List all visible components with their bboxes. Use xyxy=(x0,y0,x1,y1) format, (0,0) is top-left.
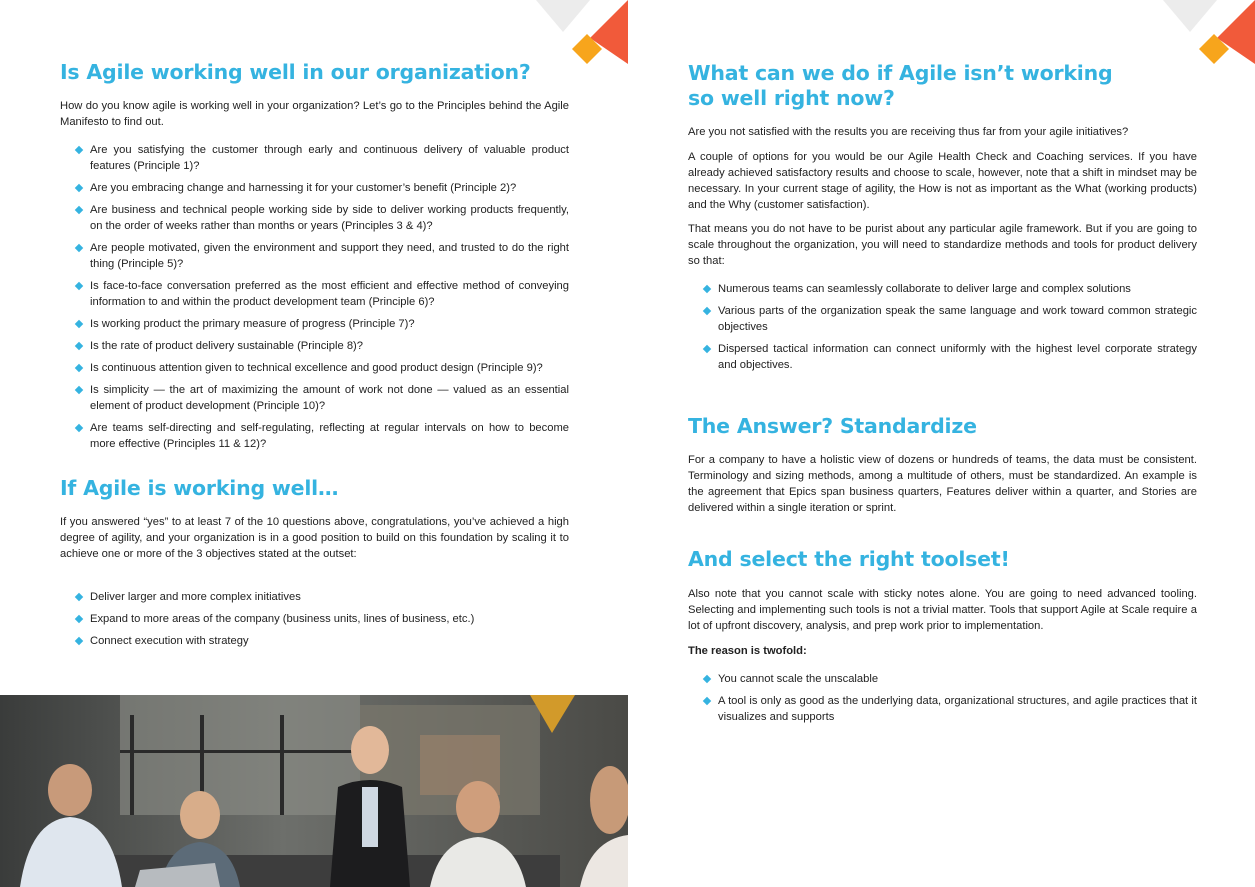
list-item: You cannot scale the unscalable xyxy=(688,671,1197,687)
reasons-list xyxy=(688,671,1197,731)
standardize-goals-list xyxy=(688,281,1197,379)
list-item: A tool is only as good as the underlying data, organizational structures, and agile practices that it visualizes and supports xyxy=(688,693,1197,725)
diamond-bullet-icon xyxy=(75,282,83,290)
list-item: Are people motivated, given the environment and support they need, and trusted to do the right thing (Principle 5)? xyxy=(60,240,569,272)
right-page xyxy=(628,0,1255,887)
list-item: Connect execution with strategy xyxy=(60,633,569,649)
list-item: Are you satisfying the customer through early and continuous delivery of valuable product features (Principle 1)? xyxy=(60,142,569,174)
section-heading-not-working: What can we do if Agile isn’t working so well right now? xyxy=(688,61,1113,110)
diamond-bullet-icon xyxy=(75,386,83,394)
list-item: Dispersed tactical information can connect uniformly with the highest level corporate strategy and objectives. xyxy=(688,341,1197,373)
diamond-bullet-icon xyxy=(75,342,83,350)
diamond-bullet-icon xyxy=(75,320,83,328)
list-item: Numerous teams can seamlessly collaborate to deliver large and complex solutions xyxy=(688,281,1197,297)
diamond-bullet-icon xyxy=(75,364,83,372)
list-item: Is continuous attention given to technical excellence and good product design (Principle 9)? xyxy=(60,360,569,376)
section-heading-toolset: And select the right toolset! xyxy=(688,547,1010,571)
objectives-list xyxy=(60,589,569,655)
diamond-bullet-icon xyxy=(703,675,711,683)
reason-label: The reason is twofold: xyxy=(688,645,807,657)
not-satisfied-paragraph: Are you not satisfied with the results you are receiving thus far from your agile initiatives? xyxy=(688,126,1129,138)
diamond-bullet-icon xyxy=(75,184,83,192)
diamond-bullet-icon xyxy=(75,637,83,645)
diamond-bullet-icon xyxy=(703,285,711,293)
diamond-bullet-icon xyxy=(75,593,83,601)
page-title: Is Agile working well in our organization? xyxy=(60,60,531,84)
toolset-paragraph: Also note that you cannot scale with sticky notes alone. You are going to need advanced tooling. Selecting and implementing such tools is not a trivial matter. Tools that support Agile at Scale require a lot of upfront discovery, analysis, and prep work prior to implementation. xyxy=(688,588,1197,632)
list-item: Deliver larger and more complex initiatives xyxy=(60,589,569,605)
list-item: Expand to more areas of the company (business units, lines of business, etc.) xyxy=(60,611,569,627)
intro-paragraph: How do you know agile is working well in your organization? Let’s go to the Principles behind the Agile Manifesto to find out. xyxy=(60,100,569,128)
team-meeting-photo xyxy=(0,695,628,887)
working-well-paragraph: If you answered “yes” to at least 7 of the 10 questions above, congratulations, you’ve achieved a high degree of agility, and your organization is in a good position to build on this foundation by scaling it to achieve one or more of the 3 objectives stated at the outset: xyxy=(60,516,569,560)
diamond-bullet-icon xyxy=(75,424,83,432)
list-item: Are you embracing change and harnessing it for your customer’s benefit (Principle 2)? xyxy=(60,180,569,196)
principle-questions-list xyxy=(60,142,569,458)
diamond-bullet-icon xyxy=(75,244,83,252)
framework-paragraph: That means you do not have to be purist about any particular agile framework. But if you are going to scale throughout the organization, you will need to standardize methods and tools for product delivery so that: xyxy=(688,223,1197,267)
diamond-bullet-icon xyxy=(703,345,711,353)
diamond-bullet-icon xyxy=(703,307,711,315)
section-heading-standardize: The Answer? Standardize xyxy=(688,414,977,438)
section-heading-working-well: If Agile is working well… xyxy=(60,476,339,500)
list-item: Is working product the primary measure of progress (Principle 7)? xyxy=(60,316,569,332)
standardize-paragraph: For a company to have a holistic view of dozens or hundreds of teams, the data must be consistent. Terminology and sizing methods, among a multitude of others, must be standardized. An example is the agreement that Epics span business quarters, Features deliver within a quarter, and Stories are delivered within a single iteration or sprint. xyxy=(688,454,1197,514)
list-item: Is the rate of product delivery sustainable (Principle 8)? xyxy=(60,338,569,354)
list-item: Various parts of the organization speak the same language and work toward common strategic objectives xyxy=(688,303,1197,335)
corner-decoration-right xyxy=(1155,0,1255,70)
list-item: Are business and technical people working side by side to deliver working products frequently, on the order of weeks rather than months or years (Principles 3 & 4)? xyxy=(60,202,569,234)
list-item: Is face-to-face conversation preferred as the most efficient and effective method of conveying information to and within the product development team (Principle 6)? xyxy=(60,278,569,310)
diamond-bullet-icon xyxy=(703,697,711,705)
list-item: Are teams self-directing and self-regulating, reflecting at regular intervals on how to become more effective (Principles 11 & 12)? xyxy=(60,420,569,452)
diamond-bullet-icon xyxy=(75,615,83,623)
list-item: Is simplicity — the art of maximizing the amount of work not done — valued as an essential element of product development (Principle 10)? xyxy=(60,382,569,414)
diamond-bullet-icon xyxy=(75,206,83,214)
diamond-bullet-icon xyxy=(75,146,83,154)
health-check-paragraph: A couple of options for you would be our Agile Health Check and Coaching services. If you have already achieved satisfactory results and choose to scale, however, note that a shift in mindset may be necessary. In your current stage of agility, the How is not as important as the What (working products) and the Why (customer satisfaction). xyxy=(688,151,1197,211)
